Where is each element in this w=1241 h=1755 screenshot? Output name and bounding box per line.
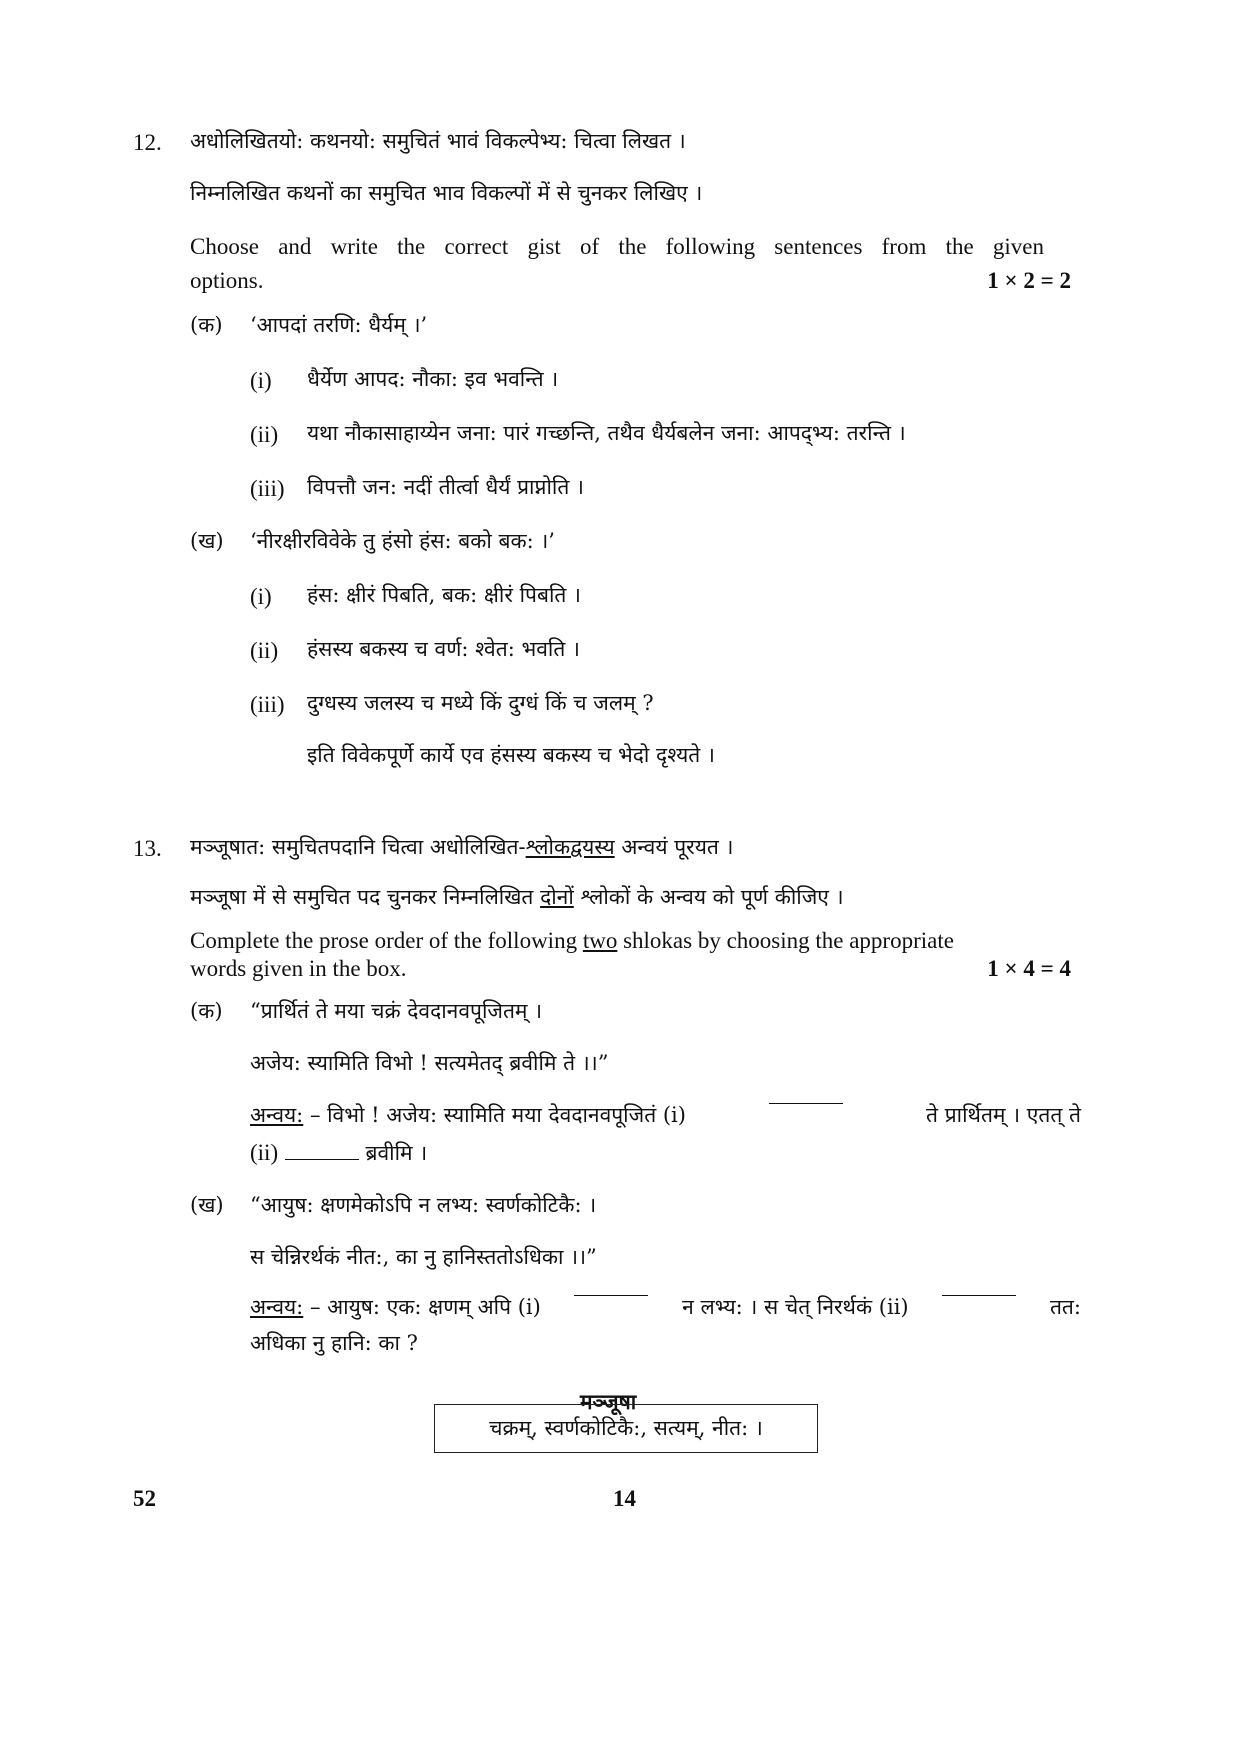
q13b-anvaya-part-a: अन्वय: – आयुष: एक: क्षणम् अपि (i) (250, 1295, 541, 1319)
q12a-label: (क) (190, 313, 223, 337)
q12a-option-2-text: यथा नौकासाहाय्येन जना: पारं गच्छन्ति, तथैव धैर्यबलेन जना: आपद्भ्य: तरन्ति । (307, 421, 906, 445)
q12-english-instruction-line1: Choose and write the correct gist of the following sentences from the given (190, 234, 1044, 259)
q13a-shloka-line1: “प्रार्थितं ते मया चक्रं देवदानवपूजितम् । (250, 999, 543, 1023)
page-number: 14 (613, 1486, 636, 1511)
q13a-shloka-line2: अजेय: स्यामिति विभो ! सत्यमेतद् ब्रवीमि ते ।।” (250, 1051, 609, 1075)
q12b-option-3-continuation: इति विवेकपूर्णे कार्ये एव हंसस्य बकस्य च भेदो दृश्यते । (307, 743, 715, 767)
q13a-anvaya-part-a: अन्वय: – विभो ! अजेय: स्यामिति मया देवदानवपूजितं (i) (250, 1103, 686, 1127)
footer-code: 52 (133, 1486, 156, 1511)
q13a-blank-2 (285, 1158, 359, 1160)
q12b-label: (ख) (190, 529, 224, 553)
q13b-label: (ख) (190, 1193, 224, 1217)
q13b-shloka-line2: स चेन्निरर्थकं नीत:, का नु हानिस्ततोऽधिका ।।” (250, 1245, 597, 1269)
q13-hindi-instruction: मञ्जूषा में से समुचित पद चुनकर निम्नलिखित दोनों श्लोकों के अन्वय को पूर्ण कीजिए । (190, 885, 844, 909)
q12a-statement: ‘आपदां तरणि: धैर्यम् ।’ (250, 313, 428, 337)
q12b-statement: ‘नीरक्षीरविवेके तु हंसो हंस: बको बक: ।’ (250, 529, 555, 553)
q12-sanskrit-instruction: अधोलिखितयो: कथनयो: समुचितं भावं विकल्पेभ्य: चित्वा लिखत । (190, 129, 686, 153)
q12a-option-1-text: धैर्येण आपद: नौका: इव भवन्ति । (307, 367, 559, 391)
q13-sanskrit-instruction: मञ्जूषात: समुचितपदानि चित्वा अधोलिखित-श्लोकद्वयस्य अन्वयं पूरयत । (190, 835, 734, 859)
q13b-anvaya-line2: अधिका नु हानि: का ? (250, 1331, 418, 1355)
q12-marks: 1 × 2 = 2 (987, 268, 1071, 293)
question-12-number: 12. (133, 130, 162, 155)
q13a-anvaya-line2: (ii) ब्रवीमि । (250, 1140, 428, 1165)
q12b-option-3-num: (iii) (250, 692, 285, 717)
q13a-label: (क) (190, 999, 223, 1023)
q12a-option-1-num: (i) (250, 368, 272, 393)
q13-marks: 1 × 4 = 4 (987, 956, 1071, 981)
q13b-blank-2 (942, 1294, 1016, 1296)
q12a-option-2-num: (ii) (250, 422, 279, 447)
word-box-words: चक्रम्, स्वर्णकोटिकै:, सत्यम्, नीत: । (489, 1416, 763, 1440)
q13b-blank-1 (574, 1294, 648, 1296)
q13b-anvaya-line1: अन्वय: – आयुष: एक: क्षणम् अपि (i) न लभ्य: । स चेत् निरर्थकं (ii) तत: (250, 1294, 1081, 1321)
word-box (434, 1404, 818, 1453)
q12b-option-1-num: (i) (250, 584, 272, 609)
q13a-anvaya-line1: अन्वय: – विभो ! अजेय: स्यामिति मया देवदानवपूजितं (i) ते प्रार्थितम् । एतत् ते (250, 1102, 1081, 1129)
q13b-shloka-line1: “आयुष: क्षणमेकोऽपि न लभ्य: स्वर्णकोटिकै: । (250, 1193, 597, 1217)
word-box-title: मञ्जूषा (580, 1389, 637, 1414)
q12-hindi-instruction: निम्नलिखित कथनों का समुचित भाव विकल्पों में से चुनकर लिखिए । (190, 181, 703, 205)
question-13-number: 13. (133, 836, 162, 861)
q12b-option-2-text: हंसस्य बकस्य च वर्ण: श्वेत: भवति । (307, 637, 580, 661)
q12b-option-1-text: हंस: क्षीरं पिबति, बक: क्षीरं पिबति । (307, 583, 582, 607)
q12b-option-2-num: (ii) (250, 638, 279, 663)
q12a-option-3-text: विपत्तौ जन: नदीं तीर्त्वा धैर्यं प्राप्नोति । (307, 475, 584, 499)
q12b-option-3-text: दुग्धस्य जलस्य च मध्ये किं दुग्धं किं च जलम् ? (307, 691, 654, 715)
q12-english-instruction-line2: options. (190, 268, 264, 293)
q13a-blank-1 (769, 1102, 843, 1104)
q13-english-instruction-line2: words given in the box. (190, 956, 407, 981)
q13-english-instruction-line1: Complete the prose order of the following two shlokas by choosing the appropriate (190, 928, 954, 953)
q12a-option-3-num: (iii) (250, 476, 285, 501)
